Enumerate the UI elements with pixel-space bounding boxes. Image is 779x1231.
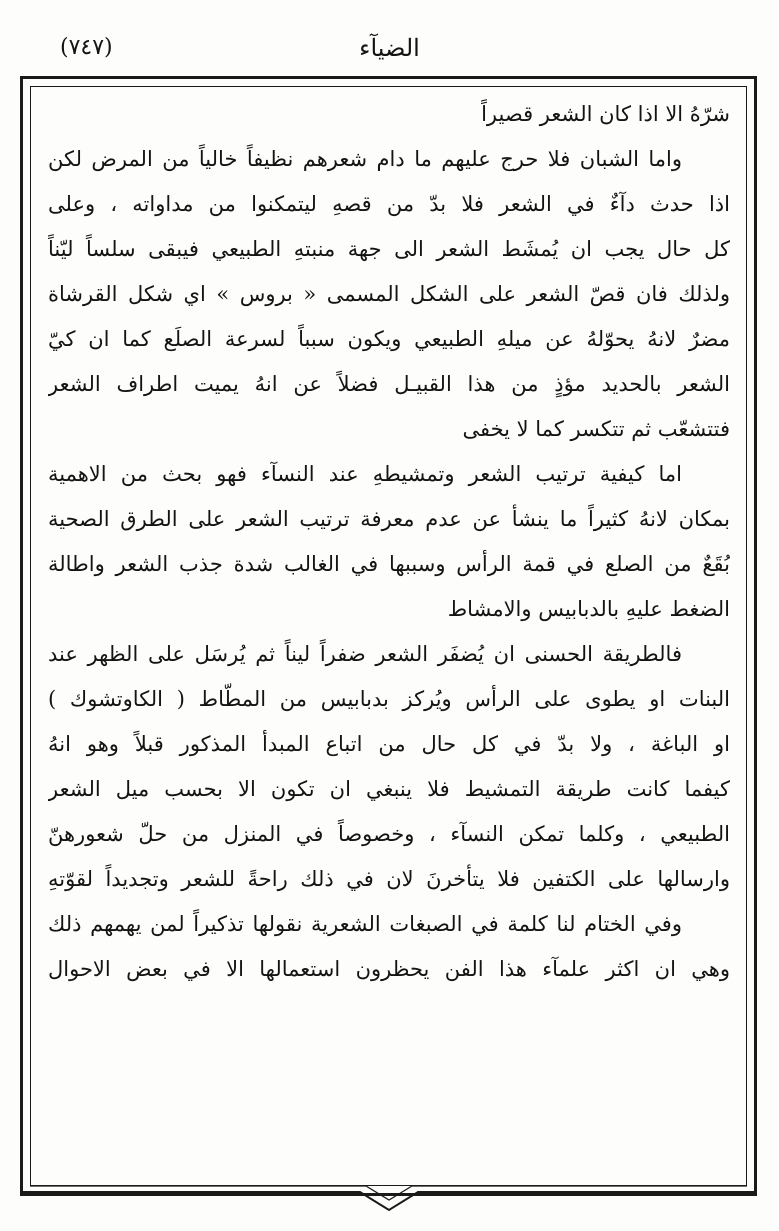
body-text [48, 94, 730, 1174]
text-line: الشعر بالحديد مؤذٍ من هذا القبيـل فضلاً عن انهُ يميت اطراف الشعر [48, 372, 730, 396]
text-line: اذا حدث دآءٌ في الشعر فلا بدّ من قصهِ ليتمكنوا من مداواته ، وعلى [48, 192, 730, 216]
text-line: الطبيعي ، وكلما تمكن النسآء ، وخصوصاً في المنزل من حلّ شعورهنّ [48, 822, 730, 846]
text-line: البنات او يطوى على الرأس ويُركز بدبابيس من المطّاط ( الكاوتشوك ) [48, 687, 730, 711]
text-line: او الباغة ، ولا بدّ في كل حال من اتباع المبدأ المذكور قبلاً وهو انهُ [48, 732, 730, 756]
text-line: بُقَعٌ من الصلع في قمة الرأس وسببها في الغالب شدة جذب الشعر واطالة [48, 552, 730, 576]
text-line: فتتشعّب ثم تتكسر كما لا يخفى [462, 417, 730, 441]
text-line: واما الشبان فلا حرج عليهم ما دام شعرهم نظيفاً خالياً من المرض لكن [48, 147, 682, 171]
text-line: شرّهُ الا اذا كان الشعر قصيراً [481, 102, 730, 126]
text-line: كل حال يجب ان يُمشَط الشعر الى جهة منبتهِ الطبيعي فيبقى سلساً ليّناً [48, 237, 730, 261]
page-title: الضيآء [359, 34, 420, 62]
text-line: اما كيفية ترتيب الشعر وتمشيطهِ عند النسآء فهو بحث من الاهمية [48, 462, 682, 486]
text-line: بمكان لانهُ كثيراً ما ينشأ عن عدم معرفة ترتيب الشعر على الطرق الصحية [48, 507, 730, 531]
text-line: فالطريقة الحسنى ان يُضفَر الشعر ضفراً ليناً ثم يُرسَل على الظهر عند [48, 642, 682, 666]
text-line: وهي ان اكثر علمآء هذا الفن يحظرون استعمالها الا في بعض الاحوال [48, 957, 730, 981]
frame-bottom-ornament [0, 1180, 779, 1220]
page-number: (٧٤٧) [60, 35, 113, 60]
text-line: وفي الختام لنا كلمة في الصبغات الشعرية نقولها تذكيراً لمن يهمهم ذلك [48, 912, 682, 936]
text-line: وارسالها على الكتفين فلا يتأخرنَ لان في ذلك راحةً للشعر وتجديداً لقوّتهِ [48, 867, 730, 891]
text-line: كيفما كانت طريقة التمشيط فلا ينبغي ان تكون الا بحسب ميل الشعر [48, 777, 730, 801]
running-head [30, 28, 749, 68]
text-line: مضرٌ لانهُ يحوّلهُ عن ميلهِ الطبيعي ويكون سبباً لسرعة الصلَع كما ان كيّ [48, 327, 730, 351]
text-line: ولذلك فان قصّ الشعر على الشكل المسمى « بروس » اي شكل القرشاة [48, 282, 730, 306]
text-line: الضغط عليهِ بالدبابيس والامشاط [447, 597, 730, 621]
